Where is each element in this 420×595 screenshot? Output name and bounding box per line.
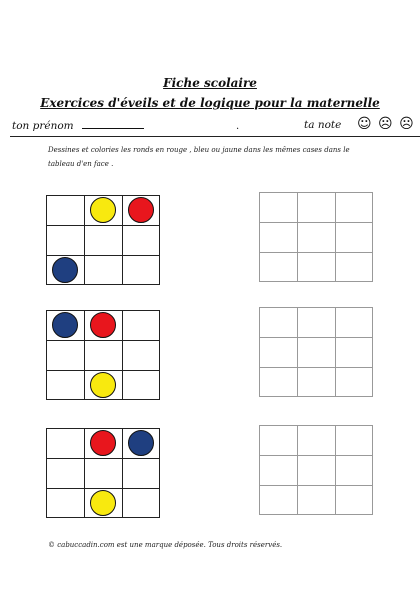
grid-cell [46,195,85,226]
blue-circle [52,257,78,283]
grid-cell [335,425,373,456]
grid-cell [259,455,298,486]
grid-cell [46,488,85,518]
grid-cell [297,367,336,397]
red-circle [128,197,154,223]
grid-cell [46,370,85,400]
grid-cell [259,252,298,282]
grid-cell [259,222,298,253]
grid-cell [335,337,373,368]
name-label: ton prénom [12,120,74,132]
name-line [82,119,144,129]
grid-cell [335,485,373,515]
red-circle [90,430,116,456]
grid-cell [84,458,123,489]
grid-cell [122,340,160,371]
answer-grid [259,307,373,397]
model-grid [46,195,160,285]
grid-cell [259,485,298,515]
grid-cell [335,192,373,223]
grid-cell [335,455,373,486]
grid-cell [122,458,160,489]
answer-grid [259,192,373,282]
grid-cell [122,225,160,256]
grid-cell [122,310,160,341]
grid-cell [297,307,336,338]
grid-cell [259,307,298,338]
footer-copyright: © cabuccadin.com est une marque déposée. Tous droits réservés. [48,541,283,549]
grid-cell [46,340,85,371]
note-label: ta note [304,119,342,131]
grid-cell [297,192,336,223]
grid-cell [297,485,336,515]
grid-cell [297,337,336,368]
grid-cell [335,367,373,397]
grid-cell [259,192,298,223]
yellow-circle [90,490,116,516]
grid-cell [84,255,123,285]
page-title: Fiche scolaire [163,76,257,90]
grid-cell [297,425,336,456]
instructions: Dessines et colories les ronds en rouge , bleu ou jaune dans les mêmes cases dans le tableau d'en face . [48,146,350,168]
smiley-icons: ☺ ☹ ☹ [357,116,415,132]
grid-cell [335,222,373,253]
grid-cell [84,340,123,371]
header-rule [10,136,420,137]
blue-circle [128,430,154,456]
grid-cell [46,225,85,256]
grid-cell [259,425,298,456]
grid-cell [335,307,373,338]
grid-cell [122,488,160,518]
grid-cell [297,222,336,253]
grid-cell [46,458,85,489]
grid-cell [297,455,336,486]
page-subtitle: Exercices d'éveils et de logique pour la maternelle [40,96,380,110]
blue-circle [52,312,78,338]
yellow-circle [90,372,116,398]
yellow-circle [90,197,116,223]
grid-cell [122,255,160,285]
grid-cell [122,370,160,400]
grid-cell [259,367,298,397]
grid-cell [335,252,373,282]
grid-cell [84,225,123,256]
separator-dot: . [236,121,240,132]
grid-cell [259,337,298,368]
model-grid [46,428,160,518]
name-row [12,119,144,132]
red-circle [90,312,116,338]
grid-cell [46,428,85,459]
answer-grid [259,425,373,515]
grid-cell [297,252,336,282]
model-grid [46,310,160,400]
